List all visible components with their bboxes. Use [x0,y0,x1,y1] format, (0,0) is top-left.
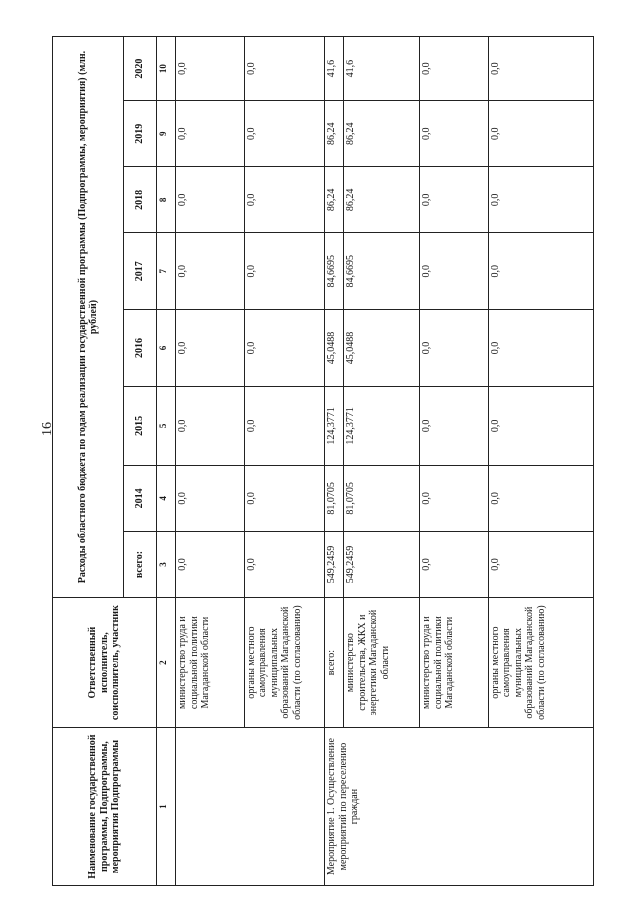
header-year-2020: 2020 [124,37,157,101]
value-2020: 41,6 [325,37,344,101]
value-2015: 124,3771 [325,386,344,465]
value-total: 0,0 [176,531,245,597]
executor-cell: министерство строительства, ЖКХ и энергетики Магаданской области [344,598,420,728]
value-2019: 86,24 [344,101,420,167]
value-2018: 86,24 [344,167,420,233]
executor-cell: министерство труда и социальной политики Магаданской области [176,598,245,728]
value-2016: 0,0 [488,310,593,387]
header-year-2017: 2017 [124,233,157,310]
value-2014: 0,0 [488,465,593,531]
value-2019: 0,0 [420,101,489,167]
value-2015: 124,3771 [344,386,420,465]
header-budget-title: Расходы областного бюджета по годам реализации государственной программы (Подпрограммы, мероприятия) (млн. рублей) [53,37,124,598]
value-2015: 0,0 [488,386,593,465]
header-executor: Ответственный исполнитель, соисполнитель, участник [53,598,157,728]
value-2020: 0,0 [244,37,324,101]
value-2014: 0,0 [244,465,324,531]
measure-name-cell: Мероприятие 1. Осуществление мероприятий по переселению граждан [325,728,594,886]
table-row [325,37,344,886]
value-2018: 0,0 [488,167,593,233]
value-2014: 81,0705 [325,465,344,531]
header-year-2014: 2014 [124,465,157,531]
col-number-9: 9 [156,101,175,167]
value-2020: 0,0 [176,37,245,101]
value-2017: 0,0 [244,233,324,310]
col-number-7: 7 [156,233,175,310]
col-number-8: 8 [156,167,175,233]
header-year-2018: 2018 [124,167,157,233]
value-2018: 86,24 [325,167,344,233]
col-number-5: 5 [156,386,175,465]
executor-cell: министерство труда и социальной политики Магаданской области [420,598,489,728]
value-2018: 0,0 [420,167,489,233]
program-name-cell [176,728,325,886]
rotated-table-wrapper [52,36,594,886]
value-2019: 86,24 [325,101,344,167]
page-number: 16 [40,422,55,436]
value-total: 549,2459 [344,531,420,597]
value-2014: 0,0 [420,465,489,531]
col-number-6: 6 [156,310,175,387]
col-number-1: 1 [156,728,175,886]
value-2017: 84,6695 [325,233,344,310]
col-number-4: 4 [156,465,175,531]
budget-table [52,36,594,886]
table-row [176,37,245,886]
col-number-3: 3 [156,531,175,597]
header-year-total: всего: [124,531,157,597]
value-2016: 45,0488 [344,310,420,387]
value-2017: 0,0 [420,233,489,310]
value-2016: 0,0 [176,310,245,387]
value-2018: 0,0 [244,167,324,233]
value-2017: 0,0 [488,233,593,310]
col-number-10: 10 [156,37,175,101]
value-total: 0,0 [420,531,489,597]
header-year-2015: 2015 [124,386,157,465]
value-2015: 0,0 [244,386,324,465]
value-2014: 0,0 [176,465,245,531]
value-total: 549,2459 [325,531,344,597]
header-year-2019: 2019 [124,101,157,167]
value-2019: 0,0 [488,101,593,167]
value-2020: 0,0 [420,37,489,101]
value-2016: 0,0 [244,310,324,387]
value-2015: 0,0 [176,386,245,465]
value-2019: 0,0 [176,101,245,167]
value-2018: 0,0 [176,167,245,233]
value-2014: 81,0705 [344,465,420,531]
value-2015: 0,0 [420,386,489,465]
header-year-2016: 2016 [124,310,157,387]
value-2019: 0,0 [244,101,324,167]
value-2020: 0,0 [488,37,593,101]
value-total: 0,0 [244,531,324,597]
value-2016: 45,0488 [325,310,344,387]
executor-cell: органы местного самоуправления муниципальных образований Магаданской области (по согласованию) [244,598,324,728]
executor-cell: всего: [325,598,344,728]
col-number-2: 2 [156,598,175,728]
value-2017: 0,0 [176,233,245,310]
executor-cell: органы местного самоуправления муниципальных образований Магаданской области (по согласованию) [488,598,593,728]
value-total: 0,0 [488,531,593,597]
value-2017: 84,6695 [344,233,420,310]
header-program-name: Наименование государственной программы, Подпрограммы, мероприятия Подпрограммы [53,728,157,886]
value-2016: 0,0 [420,310,489,387]
value-2020: 41,6 [344,37,420,101]
